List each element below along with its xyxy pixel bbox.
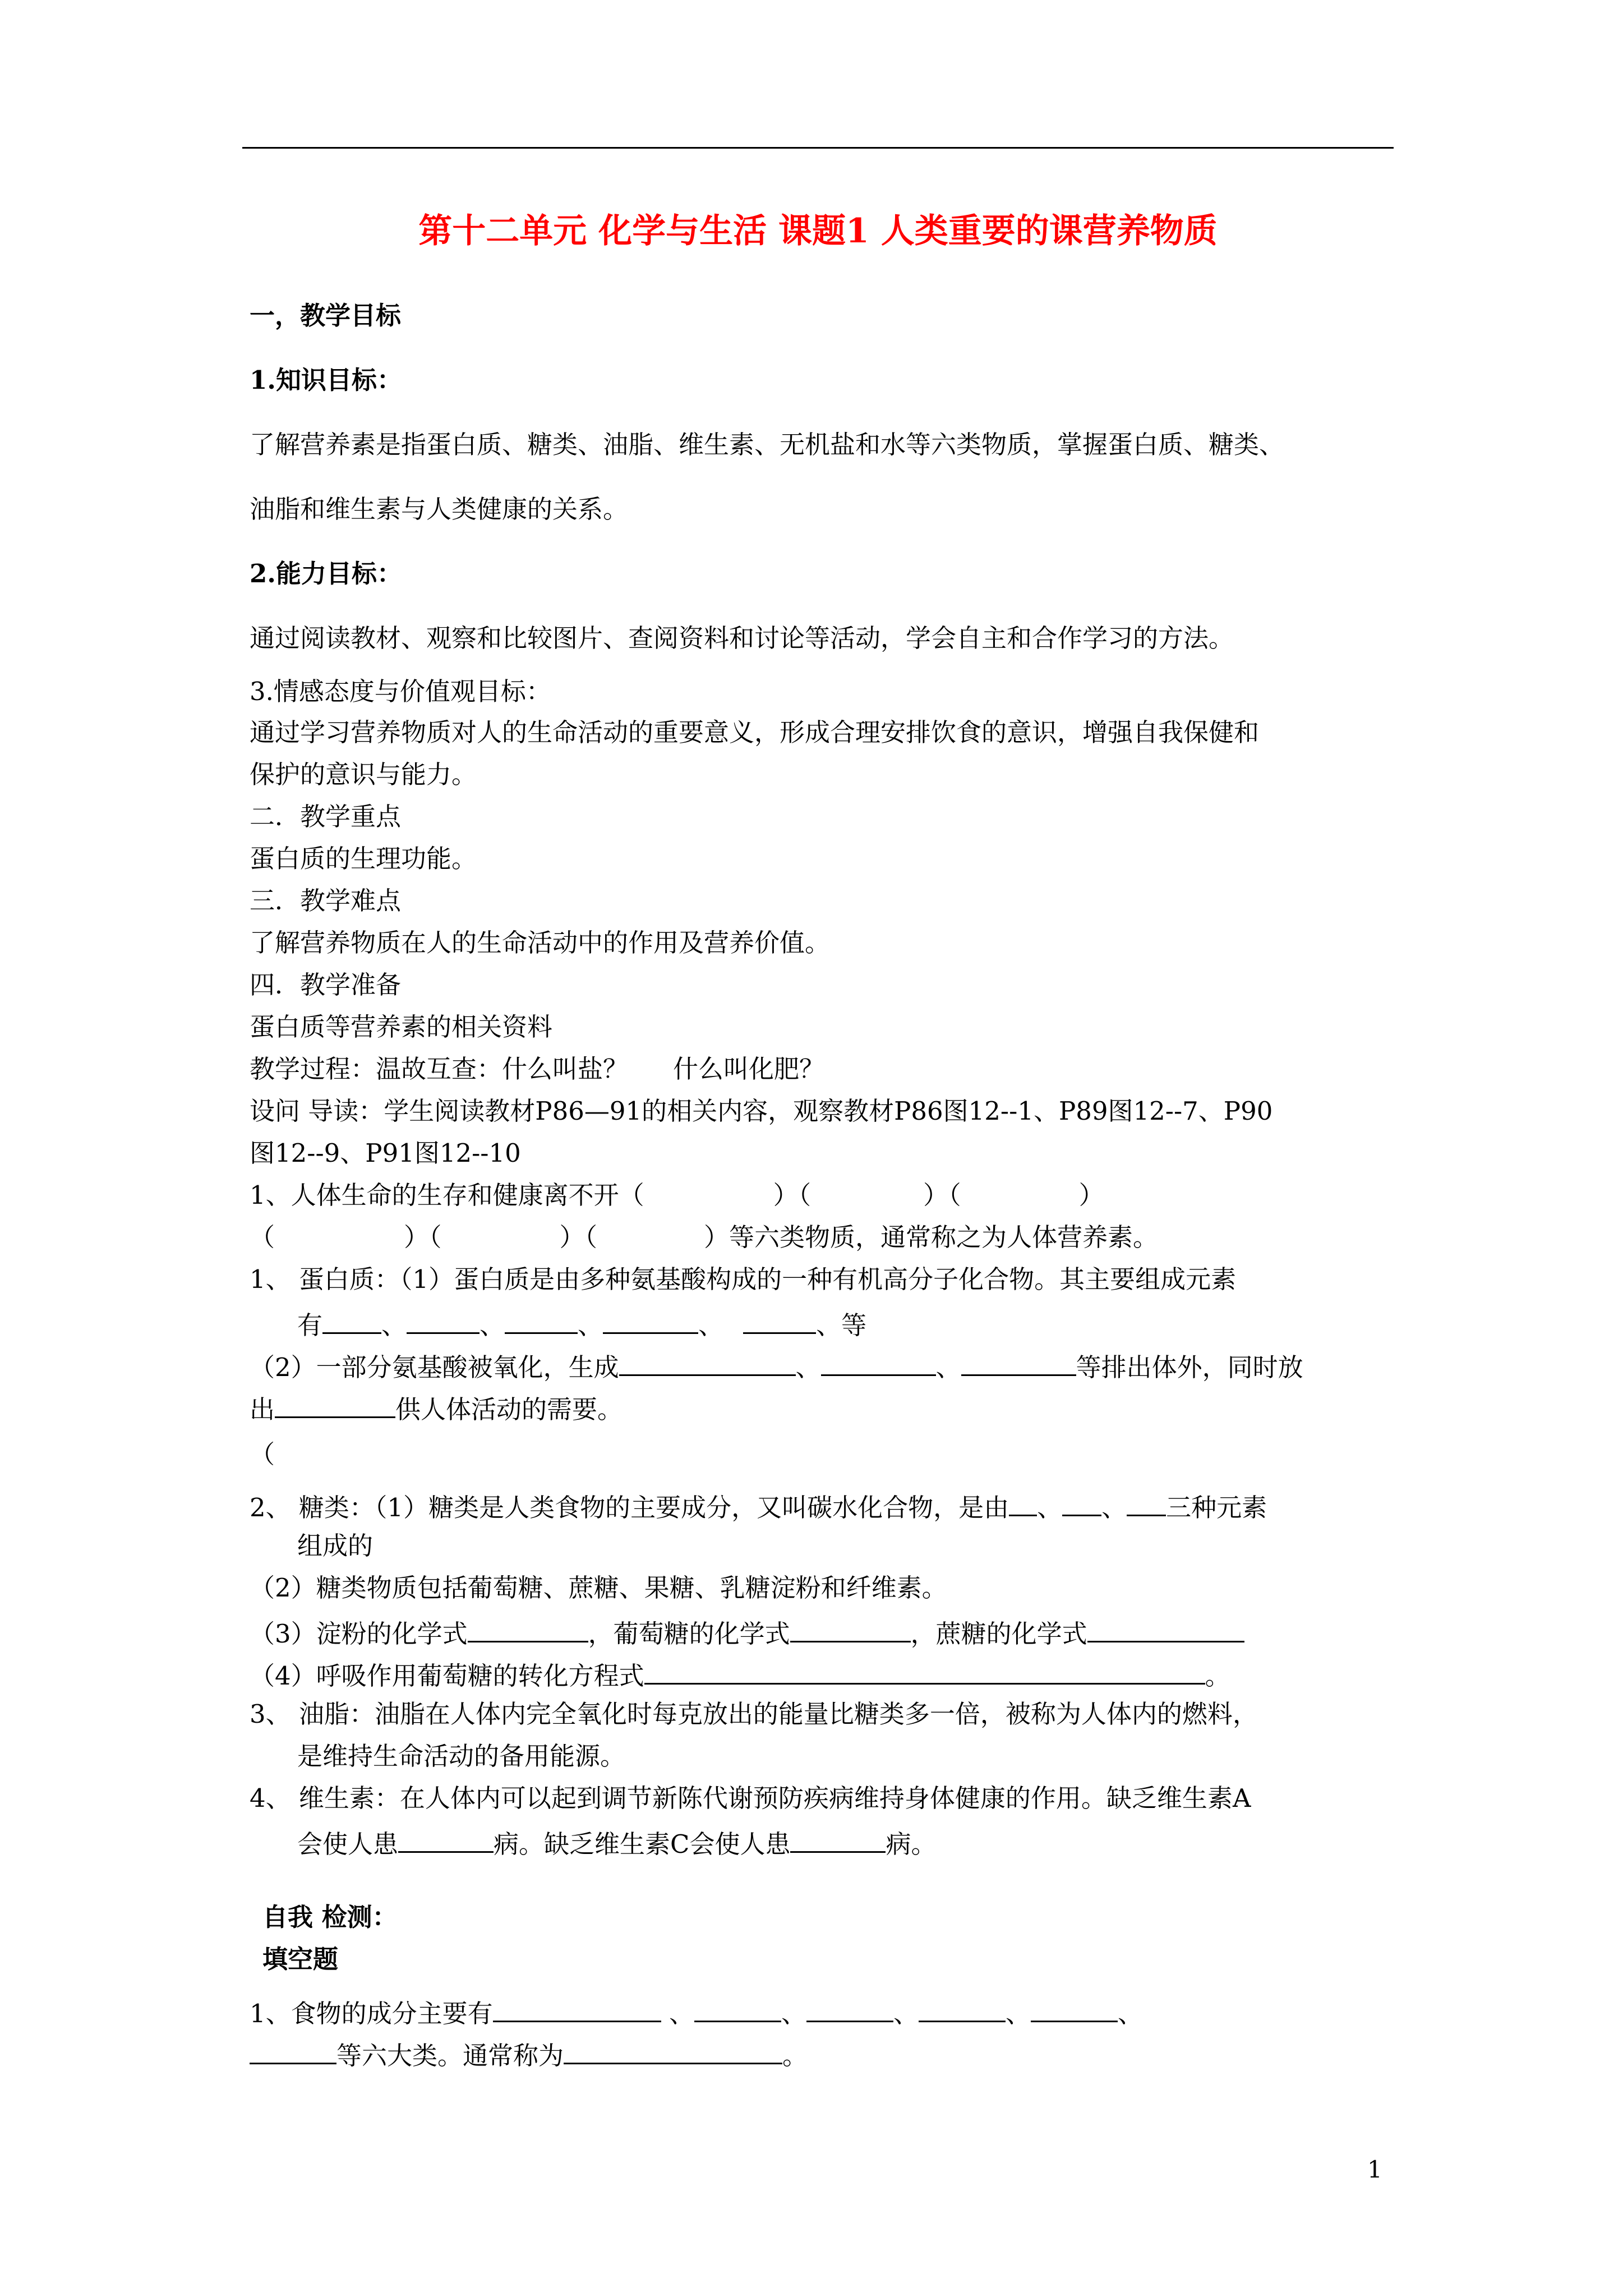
blank-field[interactable] bbox=[603, 1309, 698, 1334]
blank-field[interactable] bbox=[468, 1617, 588, 1642]
vitamin-line-1: 4、 维生素：在人体内可以起到调节新陈代谢预防疾病维持身体健康的作用。缺乏维生素A bbox=[250, 1783, 1251, 1813]
blank-field[interactable] bbox=[1087, 1617, 1244, 1642]
fat-line-1: 3、 油脂：油脂在人体内完全氧化时每克放出的能量比糖类多一倍，被称为人体内的燃料， bbox=[250, 1699, 1258, 1729]
knowledge-objective-text-2: 油脂和维生素与人类健康的关系。 bbox=[250, 494, 629, 524]
knowledge-objective-text-1: 了解营养素是指蛋白质、糖类、油脂、维生素、无机盐和水等六类物质，掌握蛋白质、糖类、 bbox=[250, 430, 1285, 459]
blank-field[interactable] bbox=[407, 1309, 479, 1334]
emotion-objective-text-2: 保护的意识与能力。 bbox=[250, 760, 477, 789]
vitamin-line-2: 会使人患 病。缺乏维生素C会使人患 病。 bbox=[297, 1828, 936, 1857]
blank-field[interactable] bbox=[250, 2039, 336, 2064]
exercise-1-line-1: 1、食物的成分主要有 、 、 、 、 、 bbox=[250, 1997, 1143, 2026]
blank-field[interactable] bbox=[919, 1997, 1006, 2022]
blank-field[interactable] bbox=[493, 1997, 661, 2022]
teaching-process-line bbox=[250, 1056, 824, 1082]
blank-field[interactable] bbox=[743, 1309, 816, 1334]
blank-field[interactable] bbox=[398, 1828, 494, 1853]
blank-field[interactable] bbox=[1009, 1491, 1037, 1516]
page-number: 1 bbox=[1367, 2156, 1382, 2183]
blank-field[interactable] bbox=[1062, 1491, 1101, 1516]
guided-reading-line-1: 设问 导读：学生阅读教材P86—91的相关内容，观察教材P86图12--1、P89图12--7、P90 bbox=[250, 1096, 1273, 1126]
self-check-heading: 自我 检测： bbox=[262, 1902, 398, 1932]
blank-field[interactable] bbox=[275, 1393, 395, 1418]
ability-objective-heading: 2.能力目标： bbox=[250, 559, 402, 588]
blank-field[interactable] bbox=[619, 1351, 796, 1376]
header-rule bbox=[242, 147, 1394, 149]
fat-line-2: 是维持生命活动的备用能源。 bbox=[297, 1741, 626, 1771]
preparation-text: 蛋白质等营养素的相关资料 bbox=[250, 1012, 553, 1042]
process-review-question-1: 教学过程：温故互查：什么叫盐？ bbox=[250, 1054, 629, 1084]
blank-field[interactable] bbox=[505, 1309, 578, 1334]
blank-field[interactable] bbox=[1127, 1491, 1166, 1516]
blank-field[interactable] bbox=[821, 1351, 936, 1376]
blank-field[interactable] bbox=[694, 1997, 781, 2022]
blank-field[interactable] bbox=[1031, 1997, 1118, 2022]
process-review-question-2: 什么叫化肥？ bbox=[673, 1054, 825, 1084]
question-1-line-1: 1、人体生命的生存和健康离不开（ ）（ ）（ ） bbox=[250, 1180, 1104, 1210]
blank-field[interactable] bbox=[790, 1828, 886, 1853]
blank-field[interactable] bbox=[644, 1659, 1205, 1685]
protein-line-1: 1、 蛋白质：（1）蛋白质是由多种氨基酸构成的一种有机高分子化合物。其主要组成元素 bbox=[250, 1264, 1237, 1294]
protein-line-3: （2）一部分氨基酸被氧化，生成 、 、 等排出体外，同时放 bbox=[250, 1351, 1303, 1380]
sugar-line-4: （3）淀粉的化学式 ，葡萄糖的化学式 ，蔗糖的化学式 bbox=[250, 1617, 1244, 1646]
key-points-text: 蛋白质的生理功能。 bbox=[250, 844, 477, 873]
blank-field[interactable] bbox=[790, 1617, 911, 1642]
emotion-objective-text-1: 通过学习营养物质对人的生命活动的重要意义，形成合理安排饮食的意识，增强自我保健和 bbox=[250, 717, 1260, 747]
knowledge-objective-heading: 1.知识目标： bbox=[250, 365, 402, 395]
protein-line-4: 出 供人体活动的需要。 bbox=[250, 1393, 623, 1422]
sugar-line-1: 2、 糖类：（1）糖类是人类食物的主要成分，又叫碳水化合物，是由 、 、 三种元素 bbox=[250, 1491, 1267, 1520]
protein-elements-line: 有 、 、 、 、 、等 bbox=[297, 1309, 866, 1338]
page-title: 第十二单元 化学与生活 课题1 人类重要的课营养物质 bbox=[418, 211, 1218, 251]
sugar-line-2: 组成的 bbox=[297, 1531, 374, 1561]
question-1-line-2: （ ）（ ）（ ）等六类物质，通常称之为人体营养素。 bbox=[250, 1222, 1159, 1252]
blank-field[interactable] bbox=[564, 2039, 782, 2064]
blank-field[interactable] bbox=[961, 1351, 1076, 1376]
fill-in-blank-heading: 填空题 bbox=[262, 1944, 339, 1974]
key-points-heading: 二．教学重点 bbox=[250, 802, 402, 831]
emotion-objective-heading: 3.情感态度与价值观目标： bbox=[250, 677, 551, 706]
blank-field[interactable] bbox=[322, 1309, 381, 1334]
blank-field[interactable] bbox=[806, 1997, 893, 2022]
guided-reading-line-2: 图12--9、P91图12--10 bbox=[250, 1138, 521, 1168]
stray-paren: （ bbox=[250, 1439, 275, 1469]
preparation-heading: 四．教学准备 bbox=[250, 970, 402, 1000]
exercise-1-line-2: 等六大类。通常称为 。 bbox=[250, 2039, 808, 2068]
sugar-line-3: （2）糖类物质包括葡萄糖、蔗糖、果糖、乳糖淀粉和纤维素。 bbox=[250, 1573, 947, 1603]
difficulty-heading: 三．教学难点 bbox=[250, 886, 402, 915]
difficulty-text: 了解营养物质在人的生命活动中的作用及营养价值。 bbox=[250, 928, 831, 958]
ability-objective-text: 通过阅读教材、观察和比较图片、查阅资料和讨论等活动，学会自主和合作学习的方法。 bbox=[250, 623, 1234, 653]
section-objectives-heading: 一，教学目标 bbox=[250, 301, 402, 330]
sugar-line-5: （4）呼吸作用葡萄糖的转化方程式 。 bbox=[250, 1659, 1230, 1688]
